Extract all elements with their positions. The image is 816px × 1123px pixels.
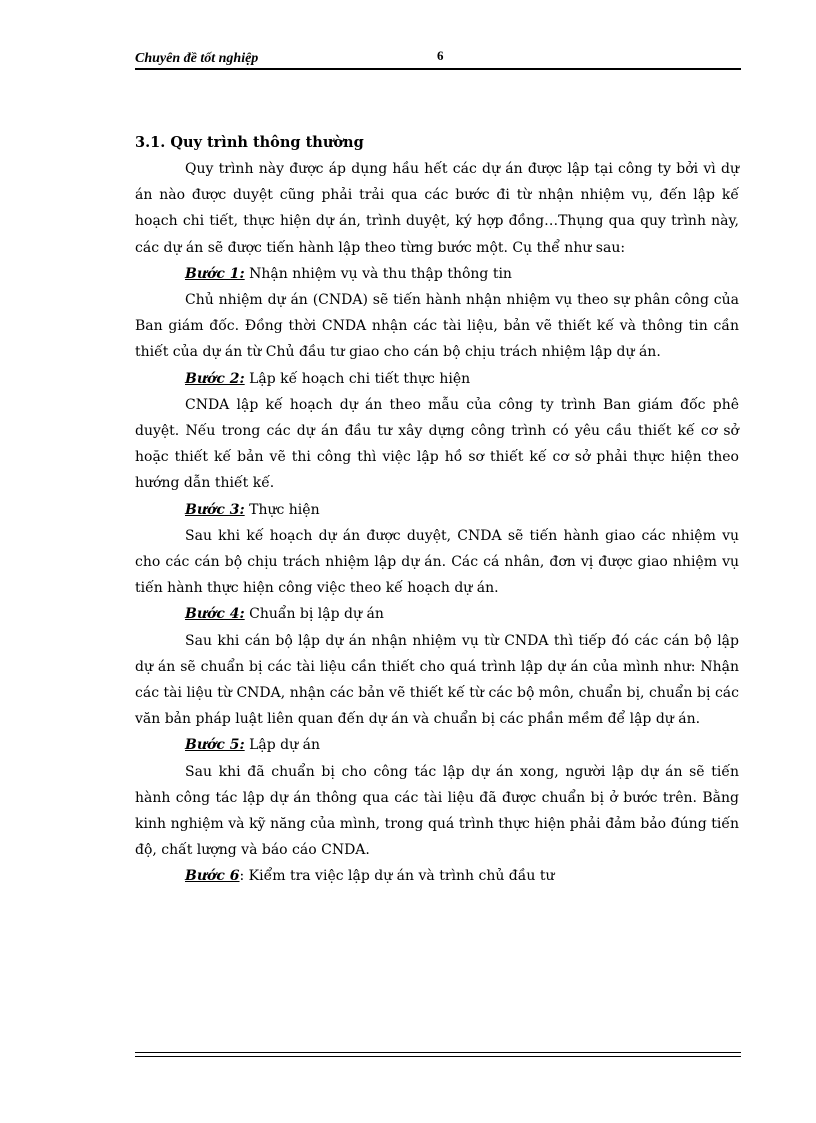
step-label: Bước 2: xyxy=(185,370,245,387)
step-label: Bước 6 xyxy=(185,868,240,885)
page-header xyxy=(135,48,741,70)
step-label: Bước 4: xyxy=(185,606,245,623)
step-label: Bước 5: xyxy=(185,737,245,754)
step-label: Bước 3: xyxy=(185,501,245,518)
step-2-paragraph: CNDA lập kế hoạch dự án theo mẫu của công ty trình Ban giám đốc phê duyệt. Nếu trong các dự án đầu tư xây dựng công trình có yêu cầu thiết kế cơ sở hoặc thiết kế bản vẽ thi công thì việc lập hồ sơ thiết kế cơ sở phải thực hiện theo hướng dẫn thiết kế. xyxy=(135,396,739,492)
section-heading: 3.1. Quy trình thông thường xyxy=(135,134,364,151)
step-title: Chuẩn bị lập dự án xyxy=(244,606,384,623)
step-3-paragraph: Sau khi kế hoạch dự án được duyệt, CNDA sẽ tiến hành giao các nhiệm vụ cho các cán bộ chịu trách nhiệm lập dự án. Các cá nhân, đơn vị được giao nhiệm vụ tiến hành thực hiện công việc theo kế hoạch dự án. xyxy=(135,527,739,597)
step-5-paragraph: Sau khi đã chuẩn bị cho công tác lập dự án xong, người lập dự án sẽ tiến hành công tác lập dự án thông qua các tài liệu đã được chuẩn bị ở bước trên. Bằng kinh nghiệm và kỹ năng của mình, trong quá trình thực hiện phải đảm bảo đúng tiến độ, chất lượng và báo cáo CNDA. xyxy=(135,763,739,859)
step-title: Thực hiện xyxy=(244,501,320,518)
step-1-heading xyxy=(135,261,739,287)
page-number: 6 xyxy=(437,48,444,63)
step-title: Lập dự án xyxy=(244,737,320,754)
step-4-paragraph: Sau khi cán bộ lập dự án nhận nhiệm vụ từ CNDA thì tiếp đó các cán bộ lập dự án sẽ chuẩn bị các tài liệu cần thiết cho quá trình lập dự án của mình như: Nhận các tài liệu từ CNDA, nhận các bản vẽ thiết kế từ các bộ môn, chuẩn bị, chuẩn bị các văn bản pháp luật liên quan đến dự án và chuẩn bị các phần mềm để lập dự án. xyxy=(135,632,739,728)
step-5-heading xyxy=(135,732,739,758)
step-1-paragraph: Chủ nhiệm dự án (CNDA) sẽ tiến hành nhận nhiệm vụ theo sự phân công của Ban giám đốc. Đồng thời CNDA nhận các tài liệu, bản vẽ thiết kế và thông tin cần thiết của dự án từ Chủ đầu tư giao cho cán bộ chịu trách nhiệm lập dự án. xyxy=(135,292,739,361)
step-4-heading xyxy=(135,601,739,627)
document-title: Chuyên đề tốt nghiệp xyxy=(135,51,259,66)
step-3-heading xyxy=(135,497,739,523)
step-title: : Kiểm tra việc lập dự án và trình chủ đầu tư xyxy=(239,868,555,885)
step-title: Nhận nhiệm vụ và thu thập thông tin xyxy=(244,265,512,282)
footer-rule xyxy=(135,1052,741,1057)
step-6-heading xyxy=(135,863,739,889)
step-label: Bước 1: xyxy=(185,265,245,282)
intro-paragraph: Quy trình này được áp dụng hầu hết các dự án được lập tại công ty bởi vì dự án nào được duyệt cũng phải trải qua các bước đi từ nhận nhiệm vụ, đến lập kế hoạch chi tiết, thực hiện dự án, trình duyệt, ký hợp đồng…Thụng qua quy trình này, các dự án sẽ được tiến hành lập theo từng bước một. Cụ thể như sau: xyxy=(135,161,739,256)
step-title: Lập kế hoạch chi tiết thực hiện xyxy=(244,370,471,387)
page-body xyxy=(135,130,739,890)
step-2-heading xyxy=(135,366,739,392)
